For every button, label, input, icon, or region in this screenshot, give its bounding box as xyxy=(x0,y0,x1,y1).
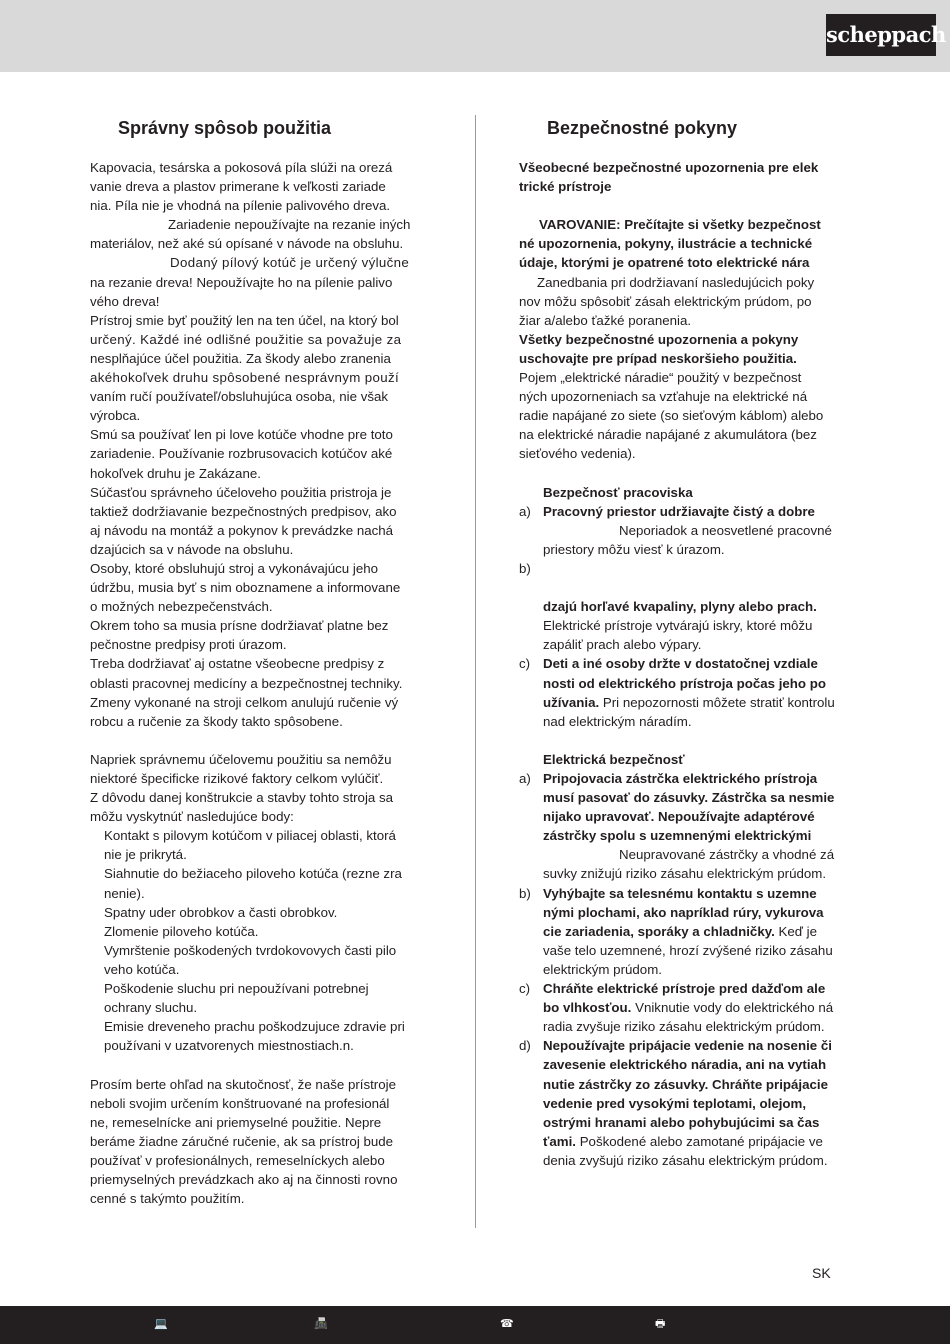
risk-list-item: Poškodenie sluchu pri nepoužívani potrebnej xyxy=(104,981,369,997)
text-line: vaním ručí používateľ/obsluhujúca osoba, nie však xyxy=(90,389,389,405)
text-line: používať v profesionálnych, remeselníckych alebo xyxy=(90,1152,385,1168)
text-line: nijako upravovať. Nepoužívajte adaptérové xyxy=(543,809,815,825)
risk-list-item: nenie). xyxy=(104,885,145,901)
list-item-a xyxy=(519,502,859,559)
heading-correct-use: Správny spôsob použitia xyxy=(118,118,332,138)
text-line: na elektrické náradie napájané z akumulátora (bez xyxy=(519,427,817,443)
text-line: výrobca. xyxy=(90,408,141,424)
text-line xyxy=(543,693,859,712)
text-line: Zmeny vykonané na stroji celkom anulujú ručenie vý xyxy=(90,694,399,710)
bold-text: cie zariadenia, sporáky a chladničky. xyxy=(543,923,775,939)
text-line: niektoré špecificke rizikové faktory celkom vylúčiť. xyxy=(90,771,384,786)
text-line: môžu vyskytnúť nasledujúce body: xyxy=(90,809,294,825)
text-line: Prístroj smie byť použitý len na ten účel, na ktorý bol xyxy=(90,312,399,328)
text-line: nia. Píla nie je vhodná na pílenie palivového dreva. xyxy=(90,198,391,214)
text-line: dzajú horľavé kvapaliny, plyny alebo prach. xyxy=(543,599,817,615)
text-line: Smú sa používať len pi love kotúče vhodne pre toto xyxy=(90,427,393,443)
bold-text: bo vlhkosťou. xyxy=(543,1000,632,1016)
text-line: Elektrické prístroje vytvárajú iskry, ktoré môžu xyxy=(543,618,813,634)
list-marker: c) xyxy=(519,656,531,672)
text-line: nov môžu spôsobiť zásah elektrickým prúdom, po xyxy=(519,293,812,309)
text-line: Napriek správnemu účelovemu použitiu sa nemôžu xyxy=(90,751,392,767)
text-line: priestory môžu viesť k úrazom. xyxy=(543,541,725,557)
list-item-electrical-a xyxy=(519,769,859,884)
text-line: zavesenie elektrického náradia, ani na vytiah xyxy=(543,1057,827,1073)
text-line: suvky znižujú riziko zásahu elektrickým prúdom. xyxy=(543,866,827,882)
risk-list-item: Emisie dreveneho prachu poškodzujuce zdravie pri xyxy=(104,1019,405,1035)
phone-icon: ☎ xyxy=(500,1318,514,1330)
text-line: radie napájané zo siete (so sieťovým káblom) alebo xyxy=(519,408,824,424)
risk-list-item: Vymrštenie poškodených tvrdokovovych časti pilo xyxy=(104,942,397,958)
warning-text: VAROVANIE: Prečítajte si všetky bezpečnost xyxy=(539,217,821,233)
fax-icon: 📠 xyxy=(314,1318,328,1330)
text-line: ne, remeselnícke ani priemyselné použitie. Nepre xyxy=(90,1114,382,1130)
section-title-general: Všeobecné bezpečnostné upozornenia pre elek xyxy=(519,160,819,175)
page-language-label: SK xyxy=(812,1265,831,1281)
bold-text: ťami. xyxy=(543,1133,576,1149)
text-line: Pracovný priestor udržiavajte čistý a dobre xyxy=(543,503,815,519)
text-line: neboli svojim určením konštruované na profesionál xyxy=(90,1095,390,1111)
keep-instructions-text: uschovajte pre prípad neskoršieho použitia. xyxy=(519,350,797,366)
text-line: nesplňajúce účel použitia. Za škody alebo zranenia xyxy=(90,350,391,366)
list-marker: d) xyxy=(519,1038,531,1054)
list-marker: a) xyxy=(519,503,531,519)
list-marker: c) xyxy=(519,981,531,997)
text-line: zariadenie. Používanie rozbrusovacich kotúčov aké xyxy=(90,446,393,462)
column-divider xyxy=(475,115,476,1228)
text-line: žiar a/alebo ťažké poranenia. xyxy=(519,312,692,328)
text-line: pečnostne predpisy proti úrazom. xyxy=(90,637,287,653)
list-marker: a) xyxy=(519,771,531,786)
text: Vniknutie vody do elektrického ná xyxy=(635,1000,834,1016)
text-line: Okrem toho sa musia prísne dodržiavať platne bez xyxy=(90,618,389,634)
text-line: hokoľvek druhu je Zakázane. xyxy=(90,465,261,481)
risk-list-item: nie je prikrytá. xyxy=(104,847,187,863)
text-line: cenné s takýmto použitím. xyxy=(90,1191,245,1207)
text-line: zapáliť prach alebo výpary. xyxy=(543,637,702,653)
text-line: nutie zástrčky zo zásuvky. Chráňte pripájacie xyxy=(543,1076,829,1092)
text-line: nosti od elektrického prístroja počas jeho po xyxy=(543,675,826,691)
text-line: vedenie pred vysokými teplotami, olejom, xyxy=(543,1095,807,1111)
footer-bar xyxy=(0,1306,950,1344)
text-line: Dodaný pílový kotúč je určený výlučne xyxy=(170,255,410,271)
text-line: určený. Každé iné odlišné použitie sa považuje za xyxy=(90,331,402,347)
subsection-title-workplace: Bezpečnosť pracoviska xyxy=(543,484,693,500)
list-item-electrical-c xyxy=(519,979,859,1036)
text-line xyxy=(543,998,859,1017)
list-item-c xyxy=(519,654,859,730)
text-line: Chráňte elektrické prístroje pred dažďom ale xyxy=(543,981,826,997)
text-line: aj návodu na montáž a pokynov k prevádzke nachá xyxy=(90,522,394,538)
left-column xyxy=(90,158,430,1208)
text-line: Vyhýbajte sa telesnému kontaktu s uzemne xyxy=(543,885,817,901)
list-item-b xyxy=(519,559,859,654)
list-marker: b) xyxy=(519,885,531,901)
printer-icon: 🖶 xyxy=(655,1318,666,1330)
text-line: Neupravované zástrčky a vhodné zá xyxy=(619,847,835,863)
text-line: na rezanie dreva! Nepoužívajte ho na pílenie palivo xyxy=(90,274,393,290)
brand-logo: scheppach xyxy=(826,14,936,56)
warning-text: údaje, ktorými je opatrené toto elektrické nára xyxy=(519,255,810,271)
text-line: zástrčky spolu s uzemnenými elektrickými xyxy=(543,828,812,844)
heading-safety-instructions: Bezpečnostné pokyny xyxy=(547,118,738,138)
text-line: o možných nebezpečenstvách. xyxy=(90,599,273,615)
text-line: beráme žiadne záručné ručenie, ak sa prístroj bude xyxy=(90,1133,394,1149)
list-item-electrical-d xyxy=(519,1036,859,1170)
risk-list-item: Siahnutie do bežiaceho piloveho kotúča (rezne zra xyxy=(104,866,402,882)
text-line: denia zvyšujú riziko zásahu elektrickým prúdom. xyxy=(543,1152,828,1168)
text-line: Prosím berte ohľad na skutočnosť, že naše prístroje xyxy=(90,1076,396,1092)
text-line: Súčasťou správneho účeloveho použitia pristroja je xyxy=(90,484,392,500)
text-line: údržbu, musia byť s nim oboznamene a informovane xyxy=(90,580,401,596)
risk-list-item: veho kotúča. xyxy=(104,961,180,977)
text-line: Zanedbania pri dodržiavaní nasledujúcich poky xyxy=(537,274,815,290)
text-line: Deti a iné osoby držte v dostatočnej vzdiale xyxy=(543,656,818,672)
text-line: Osoby, ktoré obsluhujú stroj a vykonávajúcu jeho xyxy=(90,560,379,576)
text: Pri nepozornosti môžete stratiť kontrolu xyxy=(602,694,835,710)
text-line: vaše telo uzemnené, hrozí zvýšené riziko zásahu xyxy=(543,942,833,958)
text-line: akéhokoľvek druhu spôsobené nesprávnym použí xyxy=(90,370,400,386)
section-title-general: trické prístroje xyxy=(519,179,612,195)
text-line: Neporiadok a neosvetlené pracovné xyxy=(619,522,832,538)
keep-instructions-text: Všetky bezpečnostné upozornenia a pokyny xyxy=(519,331,799,347)
right-column xyxy=(519,158,859,1170)
text-line: vanie dreva a plastov primerane k veľkosti zariade xyxy=(90,179,386,195)
laptop-icon: 💻 xyxy=(154,1318,168,1330)
text-line: nad elektrickým náradím. xyxy=(543,713,692,729)
text-line: Nepoužívajte pripájacie vedenie na nosenie či xyxy=(543,1038,832,1054)
text-line: priemyselných prevádzkach ako aj na činnosti rovno xyxy=(90,1171,398,1187)
text-line: musí pasovať do zásuvky. Zástrčka sa nesmie xyxy=(543,790,835,806)
risk-list-item: Spatny uder obrobkov a časti obrobkov. xyxy=(104,904,338,920)
text: Keď je xyxy=(778,923,818,939)
risk-list-item: používani v uzatvorenych miestnostiach.n. xyxy=(104,1038,354,1054)
text-line: Kapovacia, tesárska a pokosová píla slúži na orezá xyxy=(90,160,393,175)
text-line: oblasti pracovnej medicíny a bezpečnostnej techniky. xyxy=(90,675,403,691)
text-line: ostrými hranami alebo pohybujúcimi sa čas xyxy=(543,1114,820,1130)
text-line: sieťového vedenia). xyxy=(519,446,636,462)
text-line: vého dreva! xyxy=(90,293,160,309)
text-line: Z dôvodu danej konštrukcie a stavby tohto stroja sa xyxy=(90,790,394,806)
text-line: Pojem „elektrické náradie“ použitý v bezpečnost xyxy=(519,370,802,386)
header-bar xyxy=(0,0,950,72)
warning-text: né upozornenia, pokyny, ilustrácie a technické xyxy=(519,236,813,252)
text: Poškodené alebo zamotané pripájacie ve xyxy=(579,1133,823,1149)
risk-list-item: Zlomenie piloveho kotúča. xyxy=(104,923,259,939)
text-line: dzajúcich sa v návode na obsluhu. xyxy=(90,541,294,557)
text-line xyxy=(543,1132,859,1151)
risk-list-item: Kontakt s pilovym kotúčom v piliacej oblasti, ktorá xyxy=(104,828,396,844)
text-line: ných upozorneniach sa vzťahuje na elektrické ná xyxy=(519,389,808,405)
subsection-title-electrical: Elektrická bezpečnosť xyxy=(543,751,685,767)
text-line: Zariadenie nepoužívajte na rezanie iných xyxy=(168,217,411,233)
text-line: elektrickým prúdom. xyxy=(543,961,662,977)
list-item-electrical-b xyxy=(519,884,859,979)
text-line: Treba dodržiavať aj ostatne všeobecne predpisy z xyxy=(90,656,385,672)
bold-text: užívania. xyxy=(543,694,600,710)
text-line: taktiež dodržiavanie bezpečnostných predpisov, ako xyxy=(90,503,397,519)
text-line: robcu a ručenie za škody takto spôsobene. xyxy=(90,713,343,729)
text-line: nými plochami, ako napríklad rúry, vykurova xyxy=(543,904,824,920)
text-line: materiálov, než aké sú opísané v návode na obsluhu. xyxy=(90,236,404,252)
text-line xyxy=(543,922,859,941)
risk-list-item: ochrany sluchu. xyxy=(104,1000,198,1016)
text-line: Pripojovacia zástrčka elektrického prístroja xyxy=(543,771,818,786)
text-line: radia zvyšuje riziko zásahu elektrickým prúdom. xyxy=(543,1019,825,1035)
list-marker: b) xyxy=(519,560,531,576)
